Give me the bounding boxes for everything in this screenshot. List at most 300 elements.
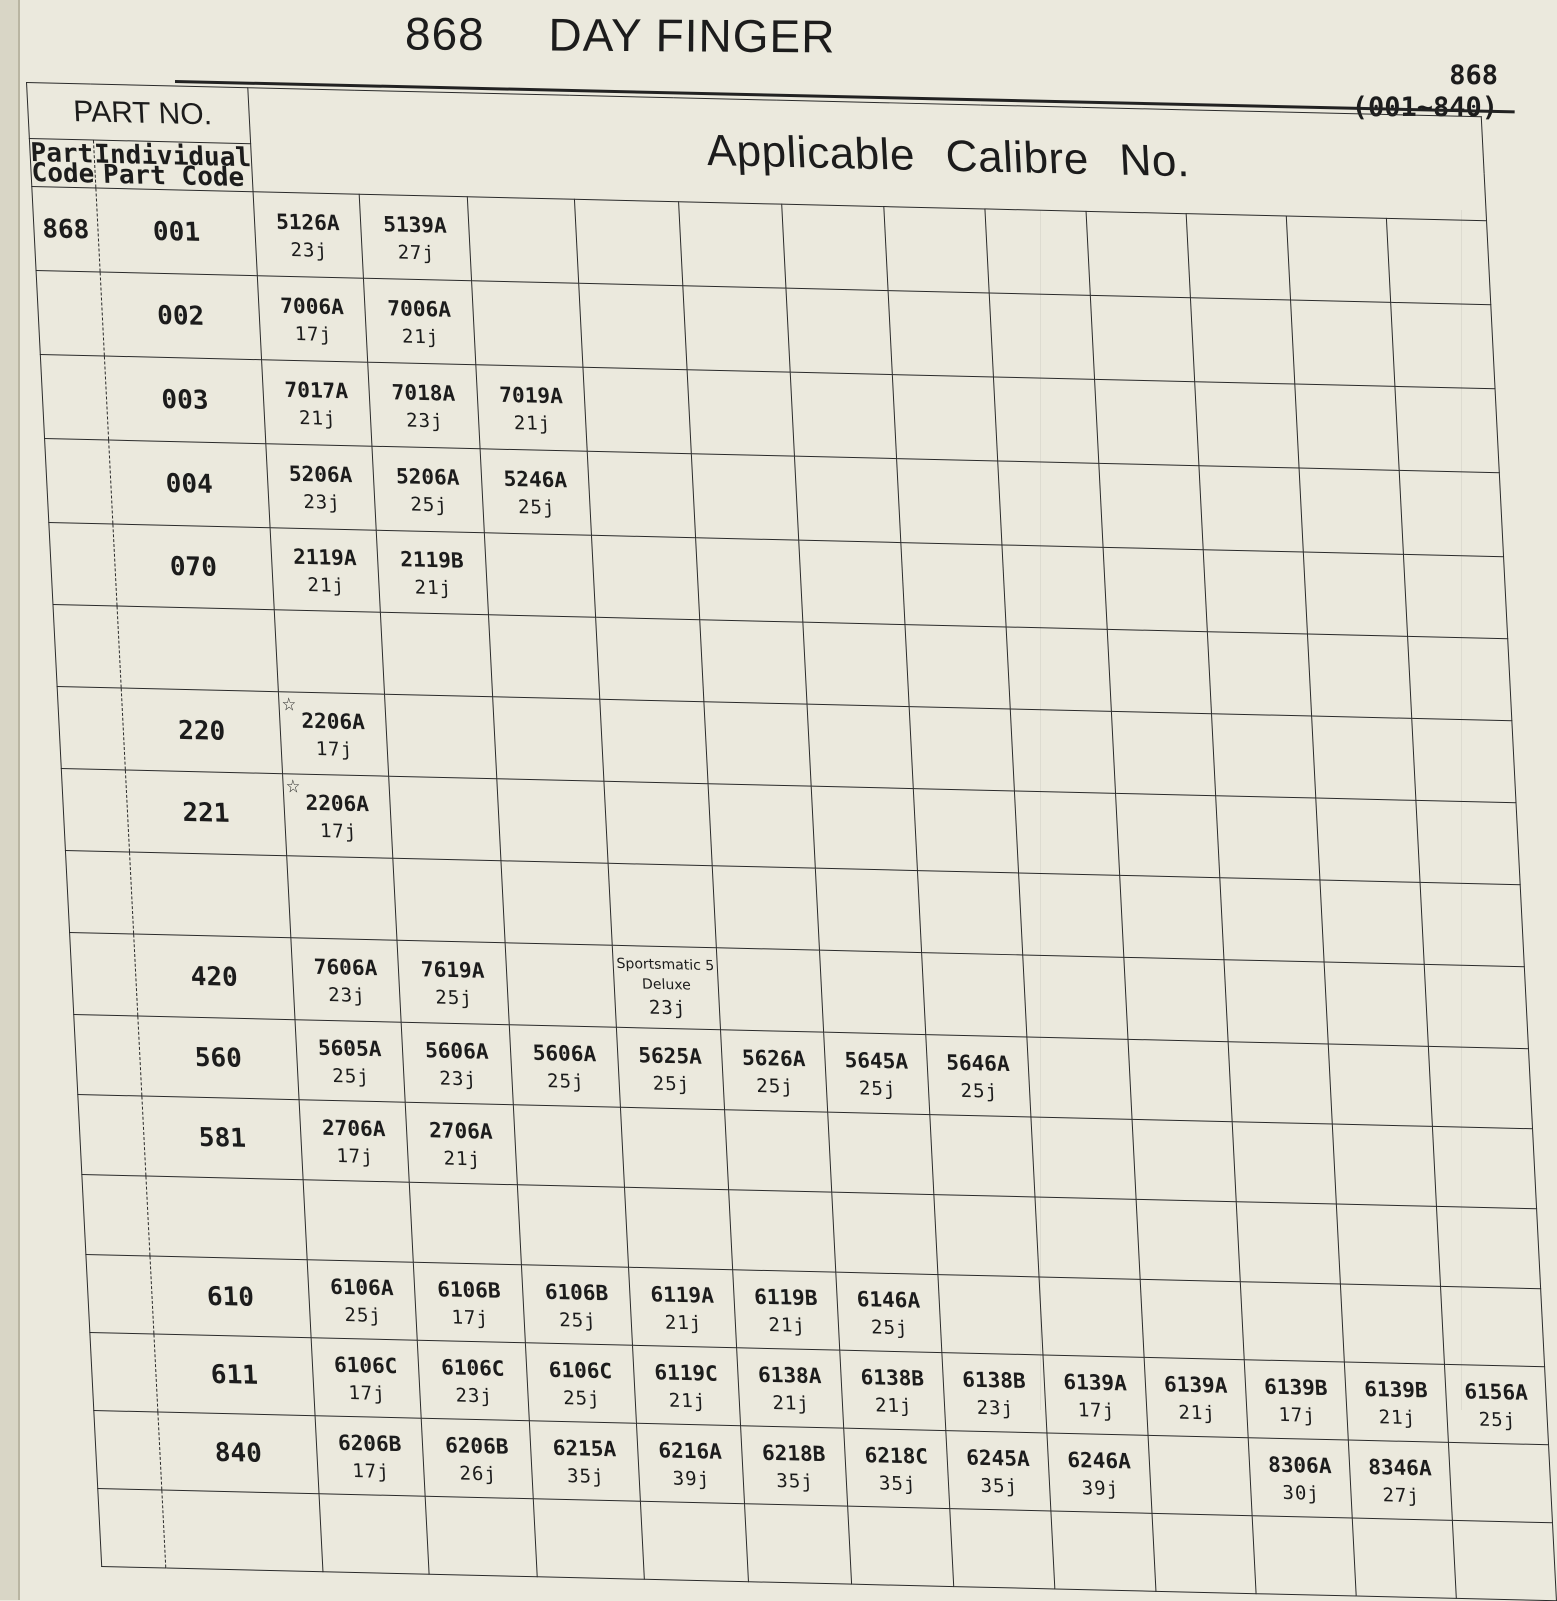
calibre-cell (1010, 709, 1115, 793)
calibre-number: 5126A (275, 209, 341, 235)
calibre-cell (1348, 1440, 1452, 1520)
individual-code-cell: 002 (100, 272, 262, 360)
calibre-cell (737, 1348, 844, 1428)
jewel-count: 21j (668, 1389, 707, 1412)
calibre-cell (717, 948, 824, 1032)
calibre-cell (303, 1180, 413, 1262)
calibre-cell (1244, 1360, 1348, 1440)
calibre-cell (393, 858, 505, 943)
individual-part-code-header: Individual Part Code (93, 139, 252, 193)
individual-code-cell: 420 (133, 934, 295, 1020)
calibre-number: 5206A (288, 461, 353, 487)
individual-code-cell: 070 (113, 524, 275, 610)
calibre-cell (888, 291, 993, 377)
part-code-cell (65, 851, 133, 934)
calibre-cell (848, 1506, 954, 1586)
calibre-cell (608, 863, 716, 947)
calibre-cell (1027, 1037, 1132, 1119)
individual-code-cell (117, 606, 279, 692)
jewel-count: 25j (1478, 1408, 1517, 1432)
calibre-number: 7619A (420, 956, 485, 983)
calibre-cell (612, 945, 720, 1029)
calibre-cell (291, 938, 401, 1022)
calibre-cell (950, 1509, 1055, 1589)
calibre-number: 6245A (965, 1445, 1031, 1471)
calibre-cell (1002, 545, 1107, 629)
calibre-cell (733, 1270, 840, 1350)
individual-code-cell: 610 (150, 1256, 312, 1338)
calibre-cell (1248, 1438, 1352, 1518)
individual-code-cell: 001 (95, 188, 257, 276)
calibre-cell (480, 449, 591, 536)
calibre-cell (938, 1275, 1043, 1355)
calibre-cell (307, 1260, 417, 1340)
jewel-count: 39j (672, 1467, 711, 1490)
calibre-number: 7606A (313, 954, 378, 980)
calibre-cell (583, 367, 691, 453)
jewel-count: 23j (302, 490, 342, 514)
calibre-cell (729, 1190, 836, 1272)
calibre-cell (1208, 632, 1312, 716)
calibre-cell (1228, 1042, 1332, 1124)
calibre-number: 5206A (395, 463, 460, 490)
calibre-number: 6218C (863, 1442, 929, 1469)
calibre-cell (1023, 955, 1128, 1039)
calibre-cell (637, 1423, 745, 1503)
calibre-cell (409, 1182, 521, 1265)
calibre-cell (1408, 636, 1512, 720)
calibre-cell (283, 774, 393, 858)
calibre-number: 7017A (284, 377, 349, 403)
calibre-cell (1116, 793, 1220, 877)
calibre-cell (1095, 379, 1199, 465)
calibre-cell (425, 1496, 537, 1577)
calibre-cell (745, 1504, 852, 1584)
individual-code-cell: 560 (137, 1016, 299, 1100)
calibre-cell (1308, 634, 1412, 718)
calibre-cell (472, 281, 583, 368)
calibre-number: 2206A (300, 708, 366, 734)
calibre-cell (1303, 552, 1407, 636)
part-code-cell (61, 769, 129, 852)
calibre-cell (811, 786, 917, 870)
calibre-cell (1031, 1117, 1136, 1199)
calibre-cell (1352, 1518, 1456, 1598)
calibre-cell (790, 372, 896, 458)
calibre-cell (683, 286, 790, 372)
calibre-cell (319, 1494, 429, 1574)
individual-code-cell: 003 (104, 356, 266, 444)
part-no-header: PART NO. (27, 83, 251, 144)
calibre-cell (1316, 798, 1420, 882)
calibre-number: 6106C (548, 1357, 613, 1383)
calibre-cell (1199, 466, 1303, 552)
part-code-cell (98, 1489, 166, 1568)
calibre-cell (279, 692, 389, 776)
calibre-cell (1112, 711, 1216, 795)
calibre-cell (892, 375, 997, 461)
calibre-number: 8346A (1367, 1454, 1433, 1480)
calibre-cell (1295, 384, 1399, 470)
individual-code-cell: 611 (154, 1334, 316, 1416)
calibre-cell (497, 779, 608, 864)
jewel-count: 21j (771, 1391, 811, 1415)
calibre-cell (1449, 1442, 1553, 1522)
calibre-cell (824, 1032, 930, 1114)
calibre-cell (1090, 295, 1194, 381)
calibre-number: 5626A (741, 1045, 806, 1071)
calibre-cell (529, 1421, 640, 1502)
calibre-cell (1404, 554, 1508, 638)
calibre-number: 7006A (386, 295, 452, 322)
calibre-cell (629, 1267, 737, 1347)
calibre-cell (617, 1027, 725, 1109)
calibre-cell (712, 866, 819, 950)
calibre-number: 6139A (1062, 1369, 1128, 1395)
jewel-count: 27j (1382, 1483, 1421, 1507)
calibre-number: 5645A (843, 1047, 909, 1074)
calibre-cell (592, 535, 700, 619)
calibre-number: 2706A (428, 1117, 494, 1144)
jewel-count: 17j (351, 1459, 391, 1483)
calibre-cell (1086, 211, 1190, 297)
calibre-cell (253, 192, 363, 278)
calibre-number: 5246A (503, 466, 568, 492)
calibre-number: 7019A (498, 382, 564, 408)
calibre-number: 6218B (761, 1440, 826, 1466)
jewel-count: 25j (960, 1079, 999, 1103)
individual-code-cell (129, 852, 291, 938)
calibre-note: Sportsmatic 5 Deluxe (616, 955, 715, 994)
calibre-cell (942, 1353, 1047, 1433)
calibre-cell (679, 202, 786, 288)
calibre-cell (1433, 1126, 1537, 1208)
jewel-count: 17j (315, 737, 354, 761)
calibre-cell (782, 204, 888, 290)
calibre-cell (1148, 1435, 1252, 1515)
calibre-cell (575, 199, 683, 285)
calibre-number: 6138B (860, 1364, 925, 1391)
jewel-count: 17j (294, 322, 333, 346)
jewel-count: 35j (566, 1464, 606, 1488)
part-code-header: Part Code (29, 137, 96, 189)
range-part-code: 868 (1449, 60, 1498, 91)
calibre-cell (1345, 1362, 1449, 1442)
calibre-number: 2119A (292, 544, 357, 570)
calibre-cell (625, 1187, 733, 1269)
calibre-cell (1324, 962, 1428, 1046)
calibre-number: 6156A (1463, 1378, 1529, 1405)
calibre-cell (930, 1115, 1035, 1197)
individual-code-cell: 004 (108, 440, 270, 528)
calibre-cell (1416, 800, 1520, 884)
range-values: (001~840) (1351, 92, 1498, 123)
jewel-count: 25j (331, 1064, 371, 1088)
calibre-cell (926, 1035, 1031, 1117)
calibre-cell (807, 704, 913, 788)
jewel-count: 25j (343, 1303, 383, 1327)
calibre-cell (725, 1110, 832, 1192)
calibre-cell (909, 707, 1014, 791)
calibre-number: 2206A (304, 790, 370, 816)
calibre-cell (1006, 627, 1111, 711)
jewel-count: 23j (976, 1396, 1015, 1420)
calibre-cell (922, 953, 1027, 1037)
calibre-cell (998, 461, 1103, 547)
calibre-cell (596, 617, 704, 701)
calibre-cell (844, 1428, 950, 1508)
part-code-cell (70, 933, 138, 1016)
star-icon: ☆ (281, 694, 297, 716)
individual-code-cell: 840 (158, 1412, 320, 1494)
calibre-cell (501, 861, 612, 946)
calibre-cell (417, 1340, 529, 1421)
calibre-cell (526, 1343, 637, 1424)
jewel-count: 17j (1077, 1398, 1116, 1422)
calibre-number: 6106C (440, 1354, 506, 1381)
jewel-count: 21j (874, 1393, 913, 1417)
calibre-cell (299, 1100, 409, 1182)
calibre-cell (741, 1426, 848, 1506)
calibre-cell (1252, 1516, 1356, 1596)
calibre-cell (1441, 1286, 1545, 1366)
jewel-count: 35j (878, 1471, 917, 1495)
calibre-cell (385, 694, 497, 779)
calibre-cell (1312, 716, 1416, 800)
jewel-count: 25j (558, 1308, 598, 1332)
calibre-number: 6106B (544, 1279, 609, 1305)
jewel-count: 21j (414, 576, 453, 599)
jewel-count: 21j (306, 573, 346, 597)
calibre-cell (1412, 718, 1516, 802)
calibre-cell (604, 781, 712, 865)
calibre-cell (1399, 470, 1503, 556)
calibre-cell (381, 612, 493, 697)
calibre-cell (786, 288, 892, 374)
calibre-number: 8306A (1267, 1452, 1332, 1478)
calibre-number: 6206B (337, 1430, 402, 1456)
calibre-cell (505, 943, 616, 1028)
calibre-number: 6139B (1263, 1374, 1329, 1400)
calibre-cell (1128, 1039, 1232, 1121)
star-icon: ☆ (285, 776, 301, 798)
calibre-cell (633, 1345, 741, 1425)
calibre-cell (489, 615, 600, 700)
calibre-cell (918, 871, 1023, 955)
calibre-cell (946, 1431, 1051, 1511)
jewel-count: 21j (1378, 1405, 1417, 1429)
calibre-number: 6215A (552, 1435, 617, 1461)
calibre-cell (513, 1105, 624, 1188)
calibre-cell (820, 950, 926, 1034)
calibre-cell (579, 283, 687, 369)
calibre-number: 5646A (945, 1050, 1011, 1076)
calibre-cell (1047, 1433, 1152, 1513)
jewel-count: 25j (652, 1072, 691, 1095)
jewel-count: 25j (409, 493, 449, 516)
jewel-count: 25j (562, 1386, 602, 1410)
jewel-count: 25j (546, 1069, 586, 1093)
calibre-cell (295, 1020, 405, 1102)
calibre-cell (799, 540, 905, 624)
jewel-count: 23j (454, 1384, 494, 1407)
calibre-cell (700, 620, 807, 704)
calibre-cell (1453, 1520, 1557, 1600)
individual-code-cell (161, 1490, 323, 1572)
calibre-number: 5606A (532, 1040, 597, 1066)
calibre-cell (828, 1112, 934, 1194)
calibre-cell (1035, 1197, 1140, 1279)
calibre-number: 6138B (961, 1367, 1027, 1393)
calibre-cell (389, 776, 501, 861)
calibre-cell (1144, 1357, 1248, 1437)
calibre-cell (1429, 1046, 1533, 1128)
part-code-cell: 868 (32, 187, 100, 272)
part-code-cell (86, 1255, 154, 1334)
calibre-cell (397, 940, 509, 1025)
calibre-number: 5625A (637, 1042, 703, 1069)
calibre-cell (901, 543, 1006, 627)
calibre-cell (1195, 382, 1299, 468)
calibre-cell (1424, 964, 1528, 1048)
calibre-cell (815, 868, 921, 952)
jewel-count: 25j (858, 1076, 897, 1100)
calibre-cell (1186, 214, 1290, 300)
calibre-cell (1337, 1204, 1441, 1286)
calibre-cell (1132, 1119, 1236, 1201)
calibre-cell (1341, 1284, 1445, 1364)
jewel-count: 23j (327, 983, 367, 1007)
calibre-cell (372, 446, 484, 533)
calibre-cell (1051, 1511, 1156, 1591)
part-code-cell (78, 1095, 146, 1176)
part-code-cell (49, 523, 117, 606)
jewel-count: 23j (648, 996, 687, 1019)
calibre-cell (1120, 875, 1224, 959)
jewel-count: 26j (458, 1462, 498, 1485)
calibre-cell (884, 207, 989, 293)
calibre-cell (1019, 873, 1124, 957)
calibre-cell (641, 1501, 749, 1581)
calibre-cell (533, 1499, 644, 1580)
individual-code-cell (146, 1176, 308, 1260)
jewel-count: 21j (298, 406, 337, 430)
calibre-cell (1039, 1277, 1144, 1357)
calibre-number: 6216A (657, 1437, 723, 1464)
calibre-number: 6206B (444, 1432, 509, 1459)
calibre-cell (832, 1192, 938, 1274)
individual-code-cell: 220 (121, 688, 283, 774)
calibre-cell (1391, 302, 1495, 388)
calibre-cell (287, 856, 397, 940)
page-title (405, 6, 836, 63)
jewel-count: 17j (319, 819, 358, 843)
calibre-cell (840, 1350, 946, 1430)
calibre-cell (1332, 1124, 1436, 1206)
jewel-count: 25j (755, 1074, 795, 1098)
jewel-count: 21j (401, 325, 440, 348)
calibre-cell (1152, 1513, 1256, 1593)
jewel-count: 23j (438, 1067, 478, 1090)
jewel-count: 21j (1177, 1401, 1217, 1424)
jewel-count: 35j (775, 1469, 815, 1493)
calibre-cell (315, 1416, 425, 1496)
calibre-cell (364, 278, 476, 365)
calibre-cell (1216, 796, 1320, 880)
calibre-cell (934, 1195, 1039, 1277)
calibre-cell (1212, 714, 1316, 798)
calibre-cell (1140, 1279, 1244, 1359)
calibre-cell (1136, 1199, 1240, 1281)
calibre-cell (1420, 882, 1524, 966)
calibre-cell (270, 528, 380, 612)
part-code-cell (57, 687, 125, 770)
calibre-cell (1124, 957, 1228, 1041)
calibre-cell (368, 362, 480, 449)
calibre-cell (692, 454, 799, 540)
calibre-cell (1320, 880, 1424, 964)
calibre-cell (696, 538, 803, 622)
calibre-cell (704, 702, 811, 786)
calibre-cell (721, 1030, 828, 1112)
calibre-cell (493, 697, 604, 782)
jewel-count: 25j (434, 986, 474, 1009)
calibre-cell (1395, 386, 1499, 472)
calibre-cell (476, 365, 587, 452)
page-part-title: DAY FINGER (548, 8, 836, 63)
calibre-number: 6146A (856, 1286, 921, 1313)
part-code-cell (36, 271, 104, 356)
calibre-cell (1299, 468, 1403, 554)
calibre-cell (522, 1265, 633, 1346)
calibre-number: 6119B (753, 1284, 818, 1310)
jewel-count: 27j (397, 241, 436, 264)
calibre-number: 5139A (382, 211, 448, 238)
calibre-cell (509, 1025, 620, 1108)
calibre-cell (376, 530, 488, 615)
calibre-cell (708, 784, 815, 868)
calibre-cell (401, 1022, 513, 1105)
calibre-table (26, 82, 1557, 1601)
calibre-number: 5605A (317, 1035, 382, 1061)
calibre-cell (1328, 1044, 1432, 1126)
part-code-cell (53, 605, 121, 688)
calibre-cell (467, 197, 578, 284)
calibre-cell (1236, 1202, 1340, 1284)
calibre-number: 6139A (1163, 1371, 1228, 1398)
calibre-cell (1445, 1364, 1549, 1444)
calibre-cell (905, 625, 1010, 709)
part-code-cell (40, 355, 108, 440)
calibre-cell (687, 370, 794, 456)
part-code-cell (45, 439, 113, 524)
individual-code-cell: 221 (125, 770, 287, 856)
calibre-cell (985, 209, 1090, 295)
calibre-cell (600, 699, 708, 783)
calibre-cell (836, 1272, 942, 1352)
calibre-cell (274, 610, 384, 694)
jewel-count: 39j (1081, 1476, 1120, 1500)
calibre-number: 6106A (329, 1274, 394, 1300)
applicable-calibre-header: Applicable Calibre No. (248, 88, 1487, 221)
jewel-count: 35j (980, 1474, 1019, 1498)
calibre-number: 6106C (333, 1352, 398, 1378)
calibre-cell (257, 276, 367, 362)
calibre-number: 6246A (1066, 1447, 1132, 1473)
calibre-cell (587, 451, 695, 537)
part-code-cell (90, 1333, 158, 1412)
book-gutter (0, 0, 20, 1600)
